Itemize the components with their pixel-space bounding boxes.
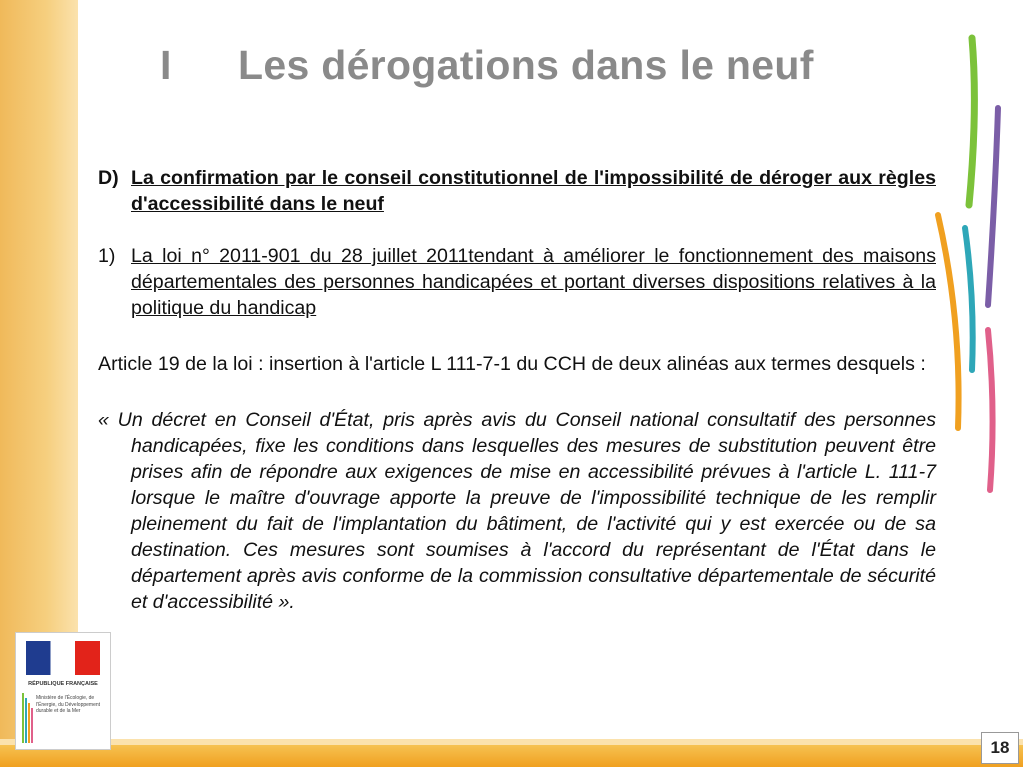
item1-row <box>98 243 936 321</box>
title-text: Les dérogations dans le neuf <box>238 42 814 88</box>
ministry-colorbars-icon <box>22 693 34 743</box>
article-paragraph: Article 19 de la loi : insertion à l'article L 111-7-1 du CCH de deux alinéas aux termes desquels : <box>98 353 926 375</box>
item1-text: La loi n° 2011-901 du 28 juillet 2011tendant à améliorer le fonctionnement des maisons départementales des personnes handicapées et portant diverses dispositions relatives à la politique du handicap <box>131 245 936 319</box>
ministry-logo <box>15 632 111 750</box>
marianne-flag-icon <box>26 641 100 675</box>
slide-title <box>160 42 814 89</box>
item1-label: 1) <box>98 245 116 267</box>
page-number: 18 <box>981 732 1019 764</box>
title-number: I <box>160 42 172 88</box>
republique-label: RÉPUBLIQUE FRANÇAISE <box>28 681 98 687</box>
section-heading-row <box>98 165 936 217</box>
section-heading: La confirmation par le conseil constitutionnel de l'impossibilité de déroger aux règles d'accessibilité dans le neuf <box>131 167 936 215</box>
quote-paragraph: « Un décret en Conseil d'État, pris après avis du Conseil national consultatif des personnes handicapées, fixe les conditions dans lesquelles des mesures de substitution peuvent être prises afin de répondre aux exigences de mise en accessibilité prévues à l'article L. 111-7 lorsque le maître d'ouvrage apporte la preuve de l'impossibilité technique de les remplir pleinement du fait de l'implantation du bâtiment, de l'activité qui y est exercée ou de sa destination. Ces mesures sont soumises à l'accord du représentant de l'État dans le département après avis conforme de la commission consultative départementale de sécurité et d'accessibilité ». <box>98 409 936 613</box>
ministry-name: Ministère de l'Écologie, de l'Énergie, du Développement durable et de la Mer <box>36 695 101 714</box>
section-label: D) <box>98 167 119 189</box>
bottom-band <box>0 745 1023 767</box>
slide-content <box>98 165 936 615</box>
